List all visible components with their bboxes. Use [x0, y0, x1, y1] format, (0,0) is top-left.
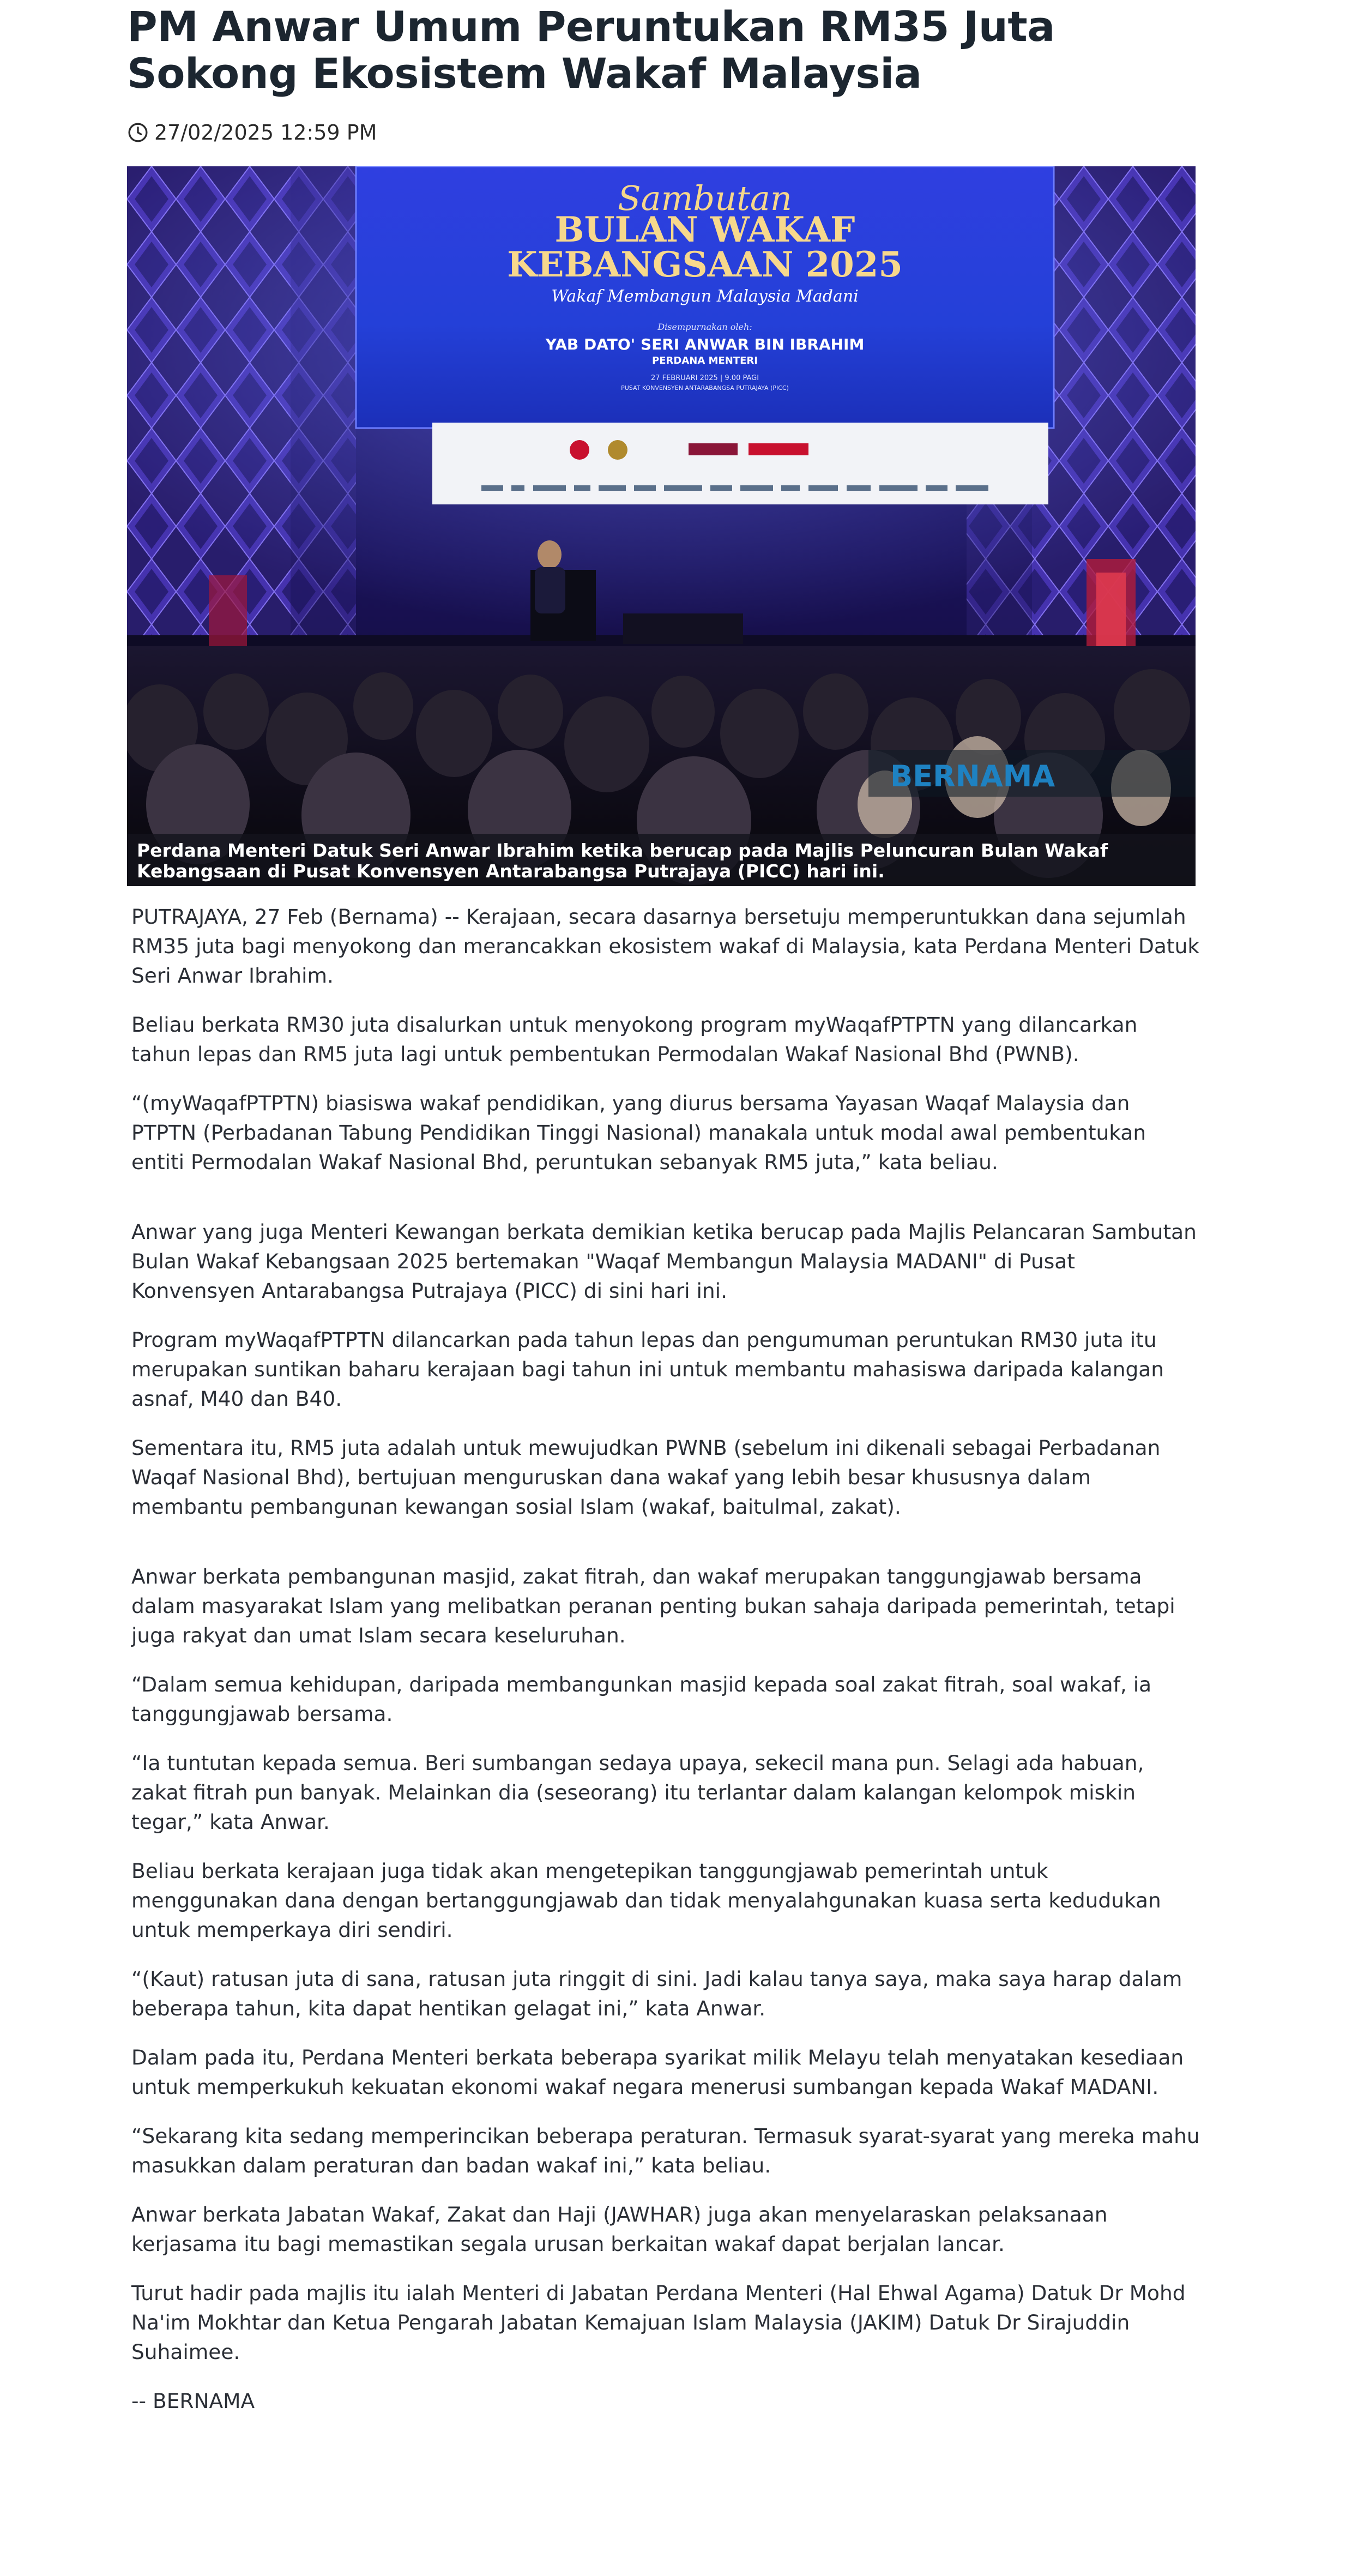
- article-paragraph: “Sekarang kita sedang memperincikan beberapa peraturan. Termasuk syarat-syarat yang mereka mahu masukkan dalam peraturan dan badan wakaf ini,” kata beliau.: [131, 2124, 1200, 2177]
- banner-script: Sambutan: [618, 178, 792, 218]
- article-paragraph: “Ia tuntutan kepada semua. Beri sumbangan sedaya upaya, sekecil mana pun. Selagi ada habuan, zakat fitrah pun banyak. Melainkan dia (seseorang) itu terlantar dalam kalangan kelompok miskin tegar,” kata Anwar.: [131, 1751, 1144, 1834]
- article-paragraph: Program myWaqafPTPTN dilancarkan pada tahun lepas dan pengumuman peruntukan RM30 juta itu merupakan suntikan baharu kerajaan bagi tahun ini untuk membantu mahasiswa daripada kalangan asnaf, M40 dan B40.: [131, 1328, 1164, 1411]
- photo-caption: Perdana Menteri Datuk Seri Anwar Ibrahim ketika berucap pada Majlis Peluncuran Bulan Wakaf Kebangsaan di Pusat Konvensyen Antarabangsa Putrajaya (PICC) hari ini.: [127, 834, 1196, 886]
- article-body: [131, 902, 1200, 2435]
- article-paragraph: Sementara itu, RM5 juta adalah untuk mewujudkan PWNB (sebelum ini dikenali sebagai Perbadanan Waqaf Nasional Bhd), bertujuan menguruskan dana wakaf yang lebih besar khususnya dalam membantu pembangunan kewangan sosial Islam (wakaf, baitulmal, zakat).: [131, 1436, 1161, 1519]
- article-paragraph: Dalam pada itu, Perdana Menteri berkata beberapa syarikat milik Melayu telah menyatakan kesediaan untuk memperkukuh kekuatan ekonomi wakaf negara menerusi sumbangan kepada Wakaf MADANI.: [131, 2045, 1184, 2099]
- clock-icon: [127, 122, 149, 143]
- banner-presented: Disempurnakan oleh:: [657, 322, 752, 332]
- bernama-watermark: BERNAMA: [890, 759, 1055, 793]
- banner-line2: KEBANGSAAN 2025: [507, 244, 903, 285]
- article-paragraph: Anwar berkata Jabatan Wakaf, Zakat dan Haji (JAWHAR) juga akan menyelaraskan pelaksanaan kerjasama itu bagi memastikan segala urusan berkaitan wakaf dapat berjalan lancar.: [131, 2202, 1108, 2256]
- article-paragraph: “(myWaqafPTPTN) biasiswa wakaf pendidikan, yang diurus bersama Yayasan Waqaf Malaysia dan PTPTN (Perbadanan Tabung Pendidikan Tinggi Nasional) manakala untuk modal awal pembentukan entiti Permodalan Wakaf Nasional Bhd, peruntukan sebanyak RM5 juta,” kata beliau.: [131, 1091, 1146, 1174]
- photo-illustration: [127, 166, 1196, 886]
- banner-name: YAB DATO' SERI ANWAR BIN IBRAHIM: [545, 335, 865, 353]
- article-title: PM Anwar Umum Peruntukan RM35 Juta Sokong Ekosistem Wakaf Malaysia: [127, 2, 1055, 98]
- banner-role: PERDANA MENTERI: [652, 355, 758, 366]
- banner-date: 27 FEBRUARI 2025 | 9.00 PAGI: [650, 374, 759, 382]
- banner-tagline: Wakaf Membangun Malaysia Madani: [551, 287, 859, 306]
- article-photo: [127, 166, 1196, 886]
- article-paragraph: Turut hadir pada majlis itu ialah Menteri di Jabatan Perdana Menteri (Hal Ehwal Agama) Datuk Dr Mohd Na'im Mokhtar dan Ketua Pengarah Jabatan Kemajuan Islam Malaysia (JAKIM) Datuk Dr Sirajuddin Suhaimee.: [131, 2281, 1186, 2364]
- banner-venue: PUSAT KONVENSYEN ANTARABANGSA PUTRAJAYA (PICC): [621, 384, 789, 392]
- article-paragraph: “(Kaut) ratusan juta di sana, ratusan juta ringgit di sini. Jadi kalau tanya saya, maka saya harap dalam beberapa tahun, kita dapat hentikan gelagat ini,” kata Anwar.: [131, 1967, 1182, 2020]
- article-paragraph: Beliau berkata kerajaan juga tidak akan mengetepikan tanggungjawab pemerintah untuk menggunakan dana dengan bertanggungjawab dan tidak menyalahgunakan kuasa serta kedudukan untuk memperkaya diri sendiri.: [131, 1859, 1161, 1942]
- banner-line1: BULAN WAKAF: [554, 209, 855, 250]
- article: [127, 0, 1200, 2413]
- publish-datetime: 27/02/2025 12:59 PM: [154, 121, 377, 145]
- article-paragraph: Anwar berkata pembangunan masjid, zakat fitrah, dan wakaf merupakan tanggungjawab bersama dalam masyarakat Islam yang melibatkan peranan penting bukan sahaja daripada pemerintah, tetapi juga rakyat dan umat Islam secara keseluruhan.: [131, 1564, 1175, 1647]
- article-paragraph: Anwar yang juga Menteri Kewangan berkata demikian ketika berucap pada Majlis Pelancaran Sambutan Bulan Wakaf Kebangsaan 2025 bertemakan "Waqaf Membangun Malaysia MADANI" di Pusat Konvensyen Antarabangsa Putrajaya (PICC) di sini hari ini.: [131, 1220, 1197, 1303]
- article-signoff: -- BERNAMA: [131, 2389, 255, 2413]
- article-paragraph: “Dalam semua kehidupan, daripada membangunkan masjid kepada soal zakat fitrah, soal wakaf, ia tanggungjawab bersama.: [131, 1672, 1152, 1726]
- article-meta: [127, 119, 1196, 146]
- article-paragraph: Beliau berkata RM30 juta disalurkan untuk menyokong program myWaqafPTPTN yang dilancarkan tahun lepas dan RM5 juta lagi untuk pembentukan Permodalan Wakaf Nasional Bhd (PWNB).: [131, 1013, 1138, 1066]
- article-paragraph: PUTRAJAYA, 27 Feb (Bernama) -- Kerajaan, secara dasarnya bersetuju memperuntukkan dana sejumlah RM35 juta bagi menyokong dan merancakkan ekosistem wakaf di Malaysia, kata Perdana Menteri Datuk Seri Anwar Ibrahim.: [131, 905, 1200, 988]
